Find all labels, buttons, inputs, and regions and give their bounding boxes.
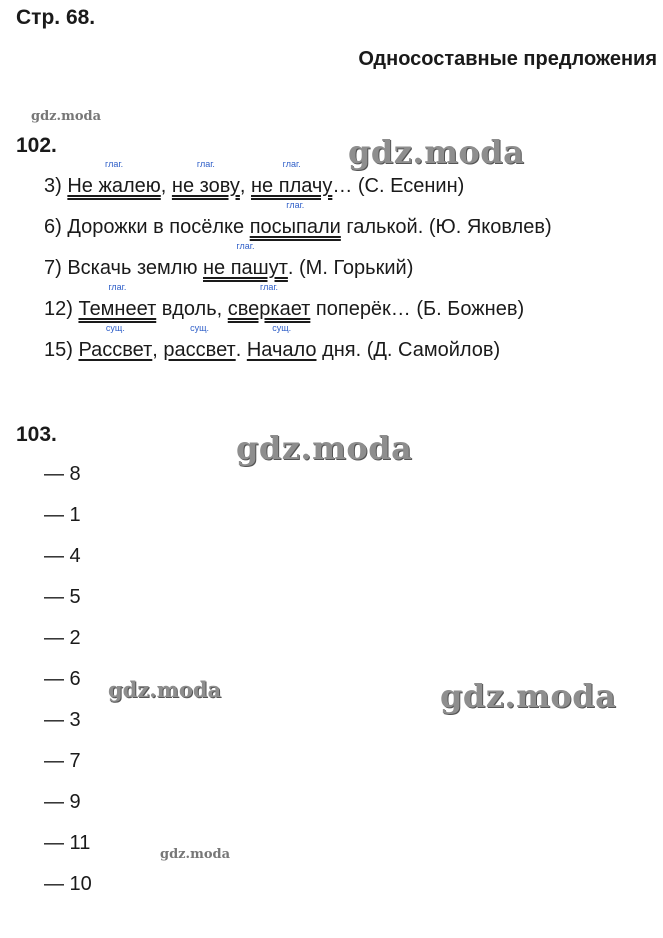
answer-item: — 6: [44, 668, 81, 690]
verb-mark: глаг.: [105, 159, 124, 169]
watermark: gdz.moda: [348, 133, 525, 171]
watermark: gdz.moda: [160, 847, 231, 862]
answer-item: — 7: [44, 750, 81, 772]
verb-mark: глаг.: [108, 282, 127, 292]
subject: рассвет: [163, 339, 236, 361]
watermark: gdz.moda: [108, 677, 222, 702]
page-number: Стр. 68.: [16, 6, 96, 29]
verb-mark: глаг.: [260, 282, 279, 292]
answer-item: — 8: [44, 463, 81, 485]
answer-item: — 5: [44, 586, 81, 608]
task-102-number: 102.: [16, 134, 57, 157]
predicate: не зову: [171, 175, 240, 197]
predicate: посыпали: [249, 216, 341, 238]
verb-mark: глаг.: [282, 159, 301, 169]
subject: Рассвет: [78, 339, 153, 361]
answer-item: — 10: [44, 873, 92, 895]
verb-mark: глаг.: [196, 159, 215, 169]
sentence-12: 12) глаг. Темнеет вдоль, глаг. сверкает поперёк… (Б. Божнев): [44, 282, 525, 320]
task-103-number: 103.: [16, 423, 57, 446]
sentence-15: 15) сущ. Рассвет, сущ. рассвет. сущ. Начало дня. (Д. Самойлов): [44, 323, 501, 361]
predicate: Темнеет: [78, 298, 157, 320]
watermark: gdz.moda: [236, 429, 413, 467]
verb-mark: глаг.: [286, 200, 305, 210]
watermark: gdz.moda: [440, 677, 617, 715]
answer-item: — 1: [44, 504, 81, 526]
section-title: Односоставные предложения: [358, 48, 657, 70]
sentence-6: 6) Дорожки в посёлке глаг. посыпали галькой. (Ю. Яковлев): [44, 200, 552, 238]
predicate: не плачу: [251, 175, 333, 197]
noun-mark: сущ.: [105, 323, 125, 333]
sentence-7: 7) Вскачь землю глаг. не пашут. (М. Горький): [44, 241, 414, 279]
sentence-3: 3) глаг. Не жалею, глаг. не зову, глаг. не плачу… (С. Есенин): [44, 159, 465, 197]
answer-item: — 9: [44, 791, 81, 813]
subject: Начало: [246, 339, 317, 361]
answer-item: — 11: [44, 832, 91, 854]
predicate: сверкает: [227, 298, 311, 320]
predicate: не пашут: [203, 257, 288, 279]
noun-mark: сущ.: [190, 323, 209, 333]
noun-mark: сущ.: [272, 323, 292, 333]
answer-item: — 3: [44, 709, 81, 731]
predicate: Не жалею: [67, 175, 161, 197]
watermark: gdz.moda: [31, 109, 102, 124]
answer-item: — 4: [44, 545, 81, 567]
verb-mark: глаг.: [236, 241, 255, 251]
answer-item: — 2: [44, 627, 81, 649]
